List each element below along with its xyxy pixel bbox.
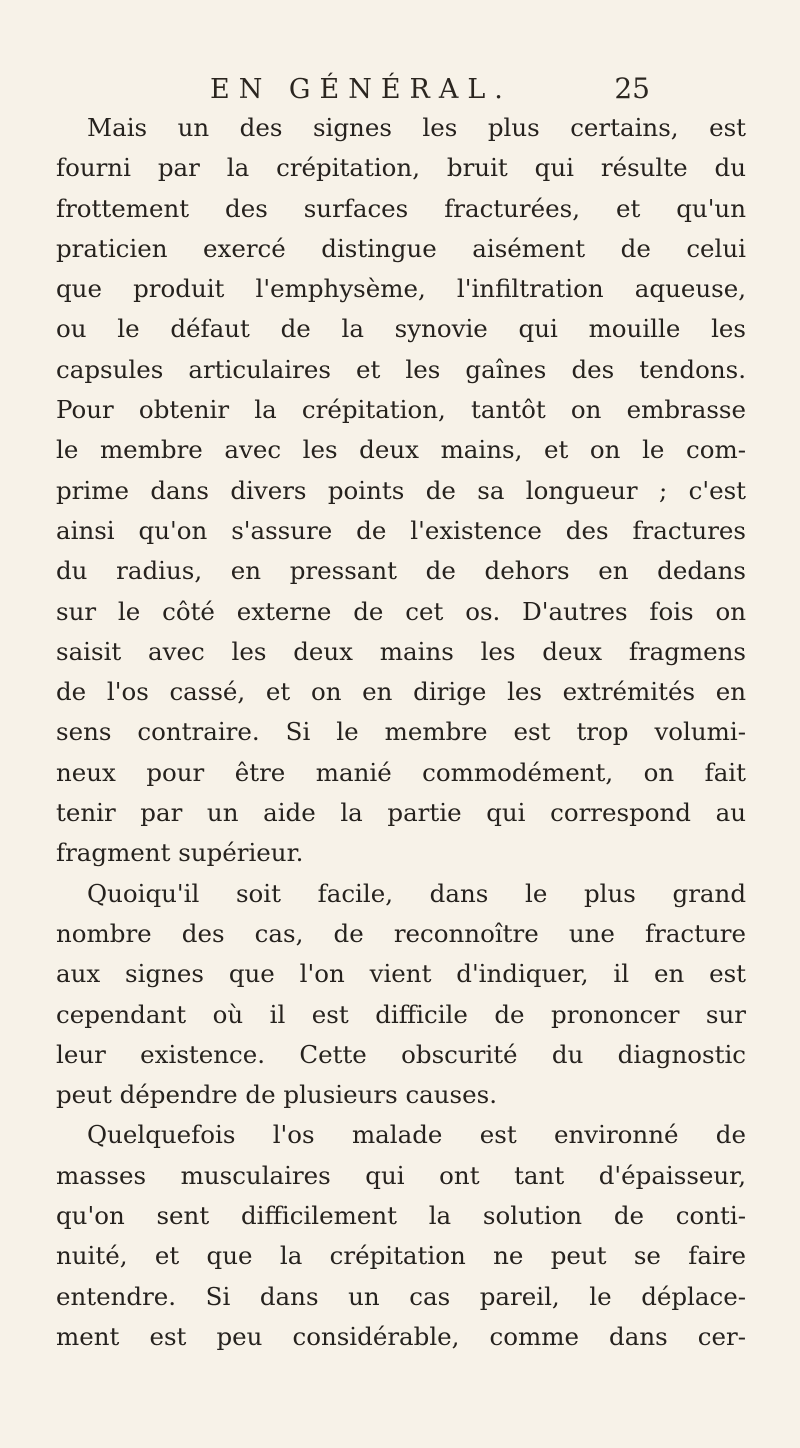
body-text bbox=[56, 108, 746, 1357]
text-line: praticien exercé distingue aisément de celui bbox=[56, 233, 746, 263]
text-line: Mais un des signes les plus certains, est bbox=[87, 113, 746, 142]
text-line: tenir par un aide la partie qui correspond au bbox=[56, 798, 746, 828]
text-line: masses musculaires qui ont tant d'épaisseur, bbox=[56, 1160, 746, 1190]
text-line: nombre des cas, de reconnoître une fracture bbox=[56, 918, 746, 948]
text-line: cependant où il est difficile de prononcer sur bbox=[56, 999, 746, 1029]
text-line: ou le défaut de la synovie qui mouille les bbox=[56, 314, 746, 344]
text-line: fourni par la crépitation, bruit qui résulte du bbox=[56, 153, 746, 183]
text-line: entendre. Si dans un cas pareil, le déplace- bbox=[56, 1281, 746, 1311]
text-line: sens contraire. Si le membre est trop volumi- bbox=[56, 717, 746, 747]
running-head: EN GÉNÉRAL. bbox=[210, 74, 512, 105]
text-line: ment est peu considérable, comme dans cer- bbox=[56, 1321, 746, 1351]
text-line: ainsi qu'on s'assure de l'existence des fractures bbox=[56, 515, 746, 545]
text-line: prime dans divers points de sa longueur ; c'est bbox=[56, 475, 746, 505]
text-line: aux signes que l'on vient d'indiquer, il en est bbox=[56, 959, 746, 989]
text-line: saisit avec les deux mains les deux fragmens bbox=[56, 636, 746, 666]
text-line: qu'on sent difficilement la solution de conti- bbox=[56, 1201, 746, 1231]
text-line: Quelquefois l'os malade est environné de bbox=[87, 1120, 746, 1150]
page-header bbox=[210, 74, 650, 110]
text-line: Pour obtenir la crépitation, tantôt on embrasse bbox=[56, 395, 746, 425]
text-line: leur existence. Cette obscurité du diagnostic bbox=[56, 1039, 746, 1069]
text-line: fragment supérieur. bbox=[56, 838, 304, 868]
text-line: que produit l'emphysème, l'infiltration aqueuse, bbox=[56, 274, 746, 304]
text-line: neux pour être manié commodément, on fait bbox=[56, 757, 746, 787]
text-line: frottement des surfaces fracturées, et qu'un bbox=[56, 193, 746, 223]
text-line: du radius, en pressant de dehors en dedans bbox=[56, 556, 746, 586]
text-line: le membre avec les deux mains, et on le com- bbox=[56, 435, 746, 465]
text-line: capsules articulaires et les gaînes des tendons. bbox=[56, 354, 746, 384]
text-line: de l'os cassé, et on en dirige les extrémités en bbox=[56, 677, 746, 707]
text-line: sur le côté externe de cet os. D'autres fois on bbox=[56, 596, 746, 626]
text-line: nuité, et que la crépitation ne peut se faire bbox=[56, 1241, 746, 1271]
text-line: peut dépendre de plusieurs causes. bbox=[56, 1080, 497, 1110]
text-line: Quoiqu'il soit facile, dans le plus grand bbox=[87, 878, 746, 908]
page-number: 25 bbox=[614, 72, 650, 105]
